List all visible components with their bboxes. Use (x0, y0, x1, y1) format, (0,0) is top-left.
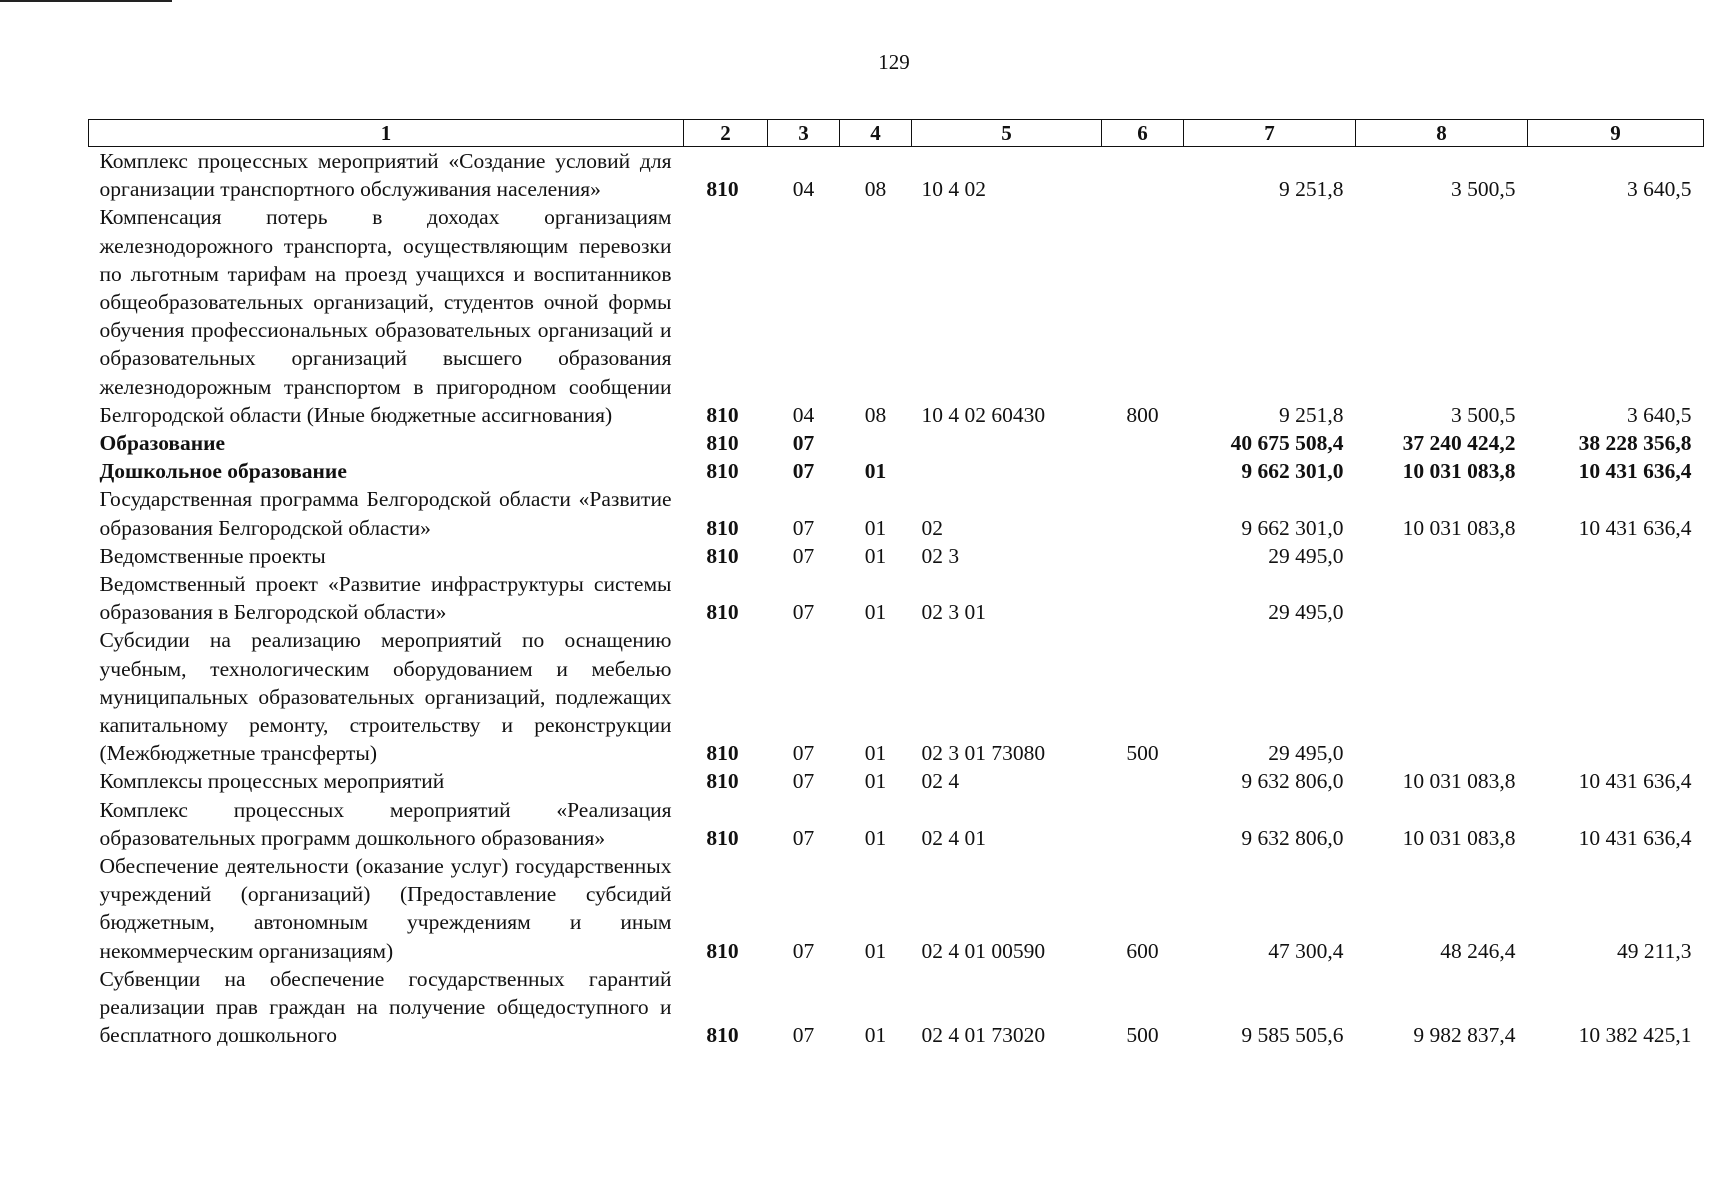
expense-type-code (1102, 147, 1184, 204)
amount-col-7: 9 632 806,0 (1241, 769, 1344, 794)
target-article-code: 10 4 02 60430 (921, 402, 1046, 427)
column-header: 2 (684, 120, 768, 147)
amount-col-7: 9 632 806,0 (1241, 825, 1344, 850)
row-name: Ведомственный проект «Развитие инфраструктуры системы образования в Белгородской области» (99, 572, 672, 625)
column-header: 6 (1102, 120, 1184, 147)
amount-col-8: 10 031 083,8 (1402, 515, 1516, 540)
expense-type-code: 500 (1126, 1023, 1159, 1048)
table-row (89, 796, 1704, 852)
column-header: 1 (89, 120, 684, 147)
target-article-code: 02 4 (921, 769, 960, 794)
subsection-code (840, 429, 912, 457)
row-name: Дошкольное образование (99, 459, 347, 484)
amount-col-7: 29 495,0 (1268, 543, 1344, 568)
table-row (89, 429, 1704, 457)
amount-col-9: 10 382 425,1 (1578, 1023, 1692, 1048)
target-article-code: 02 3 (921, 543, 960, 568)
amount-col-7: 9 251,8 (1279, 177, 1344, 202)
amount-col-7: 40 675 508,4 (1230, 431, 1344, 456)
expense-type-code: 800 (1126, 402, 1159, 427)
section-code: 07 (792, 431, 815, 456)
section-code: 07 (792, 543, 815, 568)
amount-col-9: 10 431 636,4 (1578, 825, 1692, 850)
amount-col-7: 29 495,0 (1268, 741, 1344, 766)
amount-col-8: 48 246,4 (1440, 938, 1516, 963)
table-row (89, 203, 1704, 429)
ministry-code: 810 (706, 769, 739, 794)
expense-type-code: 600 (1126, 938, 1159, 963)
subsection-code: 01 (864, 741, 887, 766)
scan-corner-mark (0, 0, 172, 2)
amount-col-8: 10 031 083,8 (1402, 769, 1516, 794)
amount-col-9 (1528, 570, 1704, 626)
ministry-code: 810 (706, 741, 739, 766)
section-code: 07 (792, 459, 815, 484)
target-article-code: 02 3 01 73080 (921, 741, 1046, 766)
ministry-code: 810 (706, 177, 739, 202)
expense-type-code (1102, 767, 1184, 795)
section-code: 07 (792, 825, 815, 850)
section-code: 07 (792, 515, 815, 540)
row-name: Компенсация потерь в доходах организациям железнодорожного транспорта, осуществляющим перевозки по льготным тарифам на проезд учащихся и воспитанников общеобразовательных организаций, студентов очной формы обучения профессиональных образовательных организаций и образовательных организаций высшего образования железнодорожным транспортом в пригородном сообщении Белгородской области (Иные бюджетные ассигнования) (99, 205, 672, 427)
table-header-row (89, 120, 1704, 147)
amount-col-7: 29 495,0 (1268, 600, 1344, 625)
amount-col-8: 10 031 083,8 (1402, 825, 1516, 850)
table-row (89, 965, 1704, 1050)
target-article-code: 02 3 01 (921, 600, 986, 625)
ministry-code: 810 (706, 431, 739, 456)
amount-col-9: 3 640,5 (1627, 402, 1692, 427)
column-header: 8 (1356, 120, 1528, 147)
amount-col-9: 10 431 636,4 (1578, 769, 1692, 794)
amount-col-8: 3 500,5 (1451, 402, 1516, 427)
row-name: Ведомственные проекты (99, 543, 326, 568)
section-code: 07 (792, 769, 815, 794)
subsection-code: 01 (864, 543, 887, 568)
subsection-code: 01 (864, 769, 887, 794)
amount-col-9: 3 640,5 (1627, 177, 1692, 202)
expense-type-code (1102, 796, 1184, 852)
section-code: 04 (792, 177, 815, 202)
amount-col-9 (1528, 626, 1704, 767)
subsection-code: 01 (864, 825, 887, 850)
amount-col-8: 10 031 083,8 (1402, 459, 1516, 484)
amount-col-9: 38 228 356,8 (1578, 431, 1692, 456)
target-article-code (912, 429, 1102, 457)
target-article-code (912, 457, 1102, 485)
row-name: Субсидии на реализацию мероприятий по оснащению учебным, технологическим оборудованием и мебелью муниципальных образовательных организаций, подлежащих капитальному ремонту, строительству и реконструкции (Межбюджетные трансферты) (99, 628, 672, 766)
ministry-code: 810 (706, 938, 739, 963)
ministry-code: 810 (706, 402, 739, 427)
target-article-code: 02 4 01 73020 (921, 1023, 1046, 1048)
amount-col-7: 9 585 505,6 (1241, 1023, 1344, 1048)
expense-type-code (1102, 570, 1184, 626)
subsection-code: 08 (864, 402, 887, 427)
subsection-code: 01 (864, 938, 887, 963)
expense-type-code (1102, 457, 1184, 485)
table-body (89, 147, 1704, 1050)
expense-type-code (1102, 485, 1184, 541)
section-code: 04 (792, 402, 815, 427)
amount-col-8: 3 500,5 (1451, 177, 1516, 202)
ministry-code: 810 (706, 459, 739, 484)
expense-type-code: 500 (1126, 741, 1159, 766)
subsection-code: 01 (864, 600, 887, 625)
table-row (89, 147, 1704, 204)
table-row (89, 570, 1704, 626)
expense-type-code (1102, 542, 1184, 570)
table-row (89, 852, 1704, 965)
row-name: Образование (99, 431, 226, 456)
subsection-code: 01 (864, 1023, 887, 1048)
table-row (89, 542, 1704, 570)
amount-col-9 (1528, 542, 1704, 570)
section-code: 07 (792, 741, 815, 766)
target-article-code: 02 4 01 00590 (921, 938, 1046, 963)
ministry-code: 810 (706, 543, 739, 568)
ministry-code: 810 (706, 1023, 739, 1048)
row-name: Комплекс процессных мероприятий «Создание условий для организации транспортного обслуживания населения» (99, 149, 672, 202)
subsection-code: 08 (864, 177, 887, 202)
section-code: 07 (792, 1023, 815, 1048)
column-header: 3 (768, 120, 840, 147)
amount-col-7: 9 662 301,0 (1241, 515, 1344, 540)
amount-col-8 (1356, 570, 1528, 626)
table-row (89, 457, 1704, 485)
amount-col-7: 9 662 301,0 (1241, 459, 1344, 484)
page-number: 129 (878, 50, 910, 74)
target-article-code: 02 4 01 (921, 825, 986, 850)
column-header: 4 (840, 120, 912, 147)
target-article-code: 02 (921, 515, 943, 540)
amount-col-8 (1356, 542, 1528, 570)
column-header: 5 (912, 120, 1102, 147)
table-row (89, 485, 1704, 541)
amount-col-9: 10 431 636,4 (1578, 515, 1692, 540)
column-header: 9 (1528, 120, 1704, 147)
row-name: Комплексы процессных мероприятий (99, 769, 445, 794)
row-name: Обеспечение деятельности (оказание услуг) государственных учреждений (организаций) (Предоставление субсидий бюджетным, автономным учреждениям и иным некоммерческим организациям) (99, 854, 672, 963)
row-name: Государственная программа Белгородской области «Развитие образования Белгородской области» (99, 487, 672, 540)
ministry-code: 810 (706, 825, 739, 850)
section-code: 07 (792, 938, 815, 963)
row-name: Комплекс процессных мероприятий «Реализация образовательных программ дошкольного образования» (99, 797, 672, 850)
amount-col-9: 10 431 636,4 (1578, 459, 1692, 484)
amount-col-7: 9 251,8 (1279, 402, 1344, 427)
section-code: 07 (792, 600, 815, 625)
ministry-code: 810 (706, 515, 739, 540)
ministry-code: 810 (706, 600, 739, 625)
table-row (89, 626, 1704, 767)
amount-col-8 (1356, 626, 1528, 767)
subsection-code: 01 (864, 459, 887, 484)
column-header: 7 (1184, 120, 1356, 147)
expense-type-code (1102, 429, 1184, 457)
budget-table (88, 119, 1704, 1050)
amount-col-7: 47 300,4 (1268, 938, 1344, 963)
amount-col-9: 49 211,3 (1617, 938, 1692, 963)
amount-col-8: 9 982 837,4 (1413, 1023, 1516, 1048)
target-article-code: 10 4 02 (921, 177, 986, 202)
table-row (89, 767, 1704, 795)
amount-col-8: 37 240 424,2 (1402, 431, 1516, 456)
row-name: Субвенции на обеспечение государственных гарантий реализации прав граждан на получение общедоступного и бесплатного дошкольного (99, 966, 672, 1048)
subsection-code: 01 (864, 515, 887, 540)
